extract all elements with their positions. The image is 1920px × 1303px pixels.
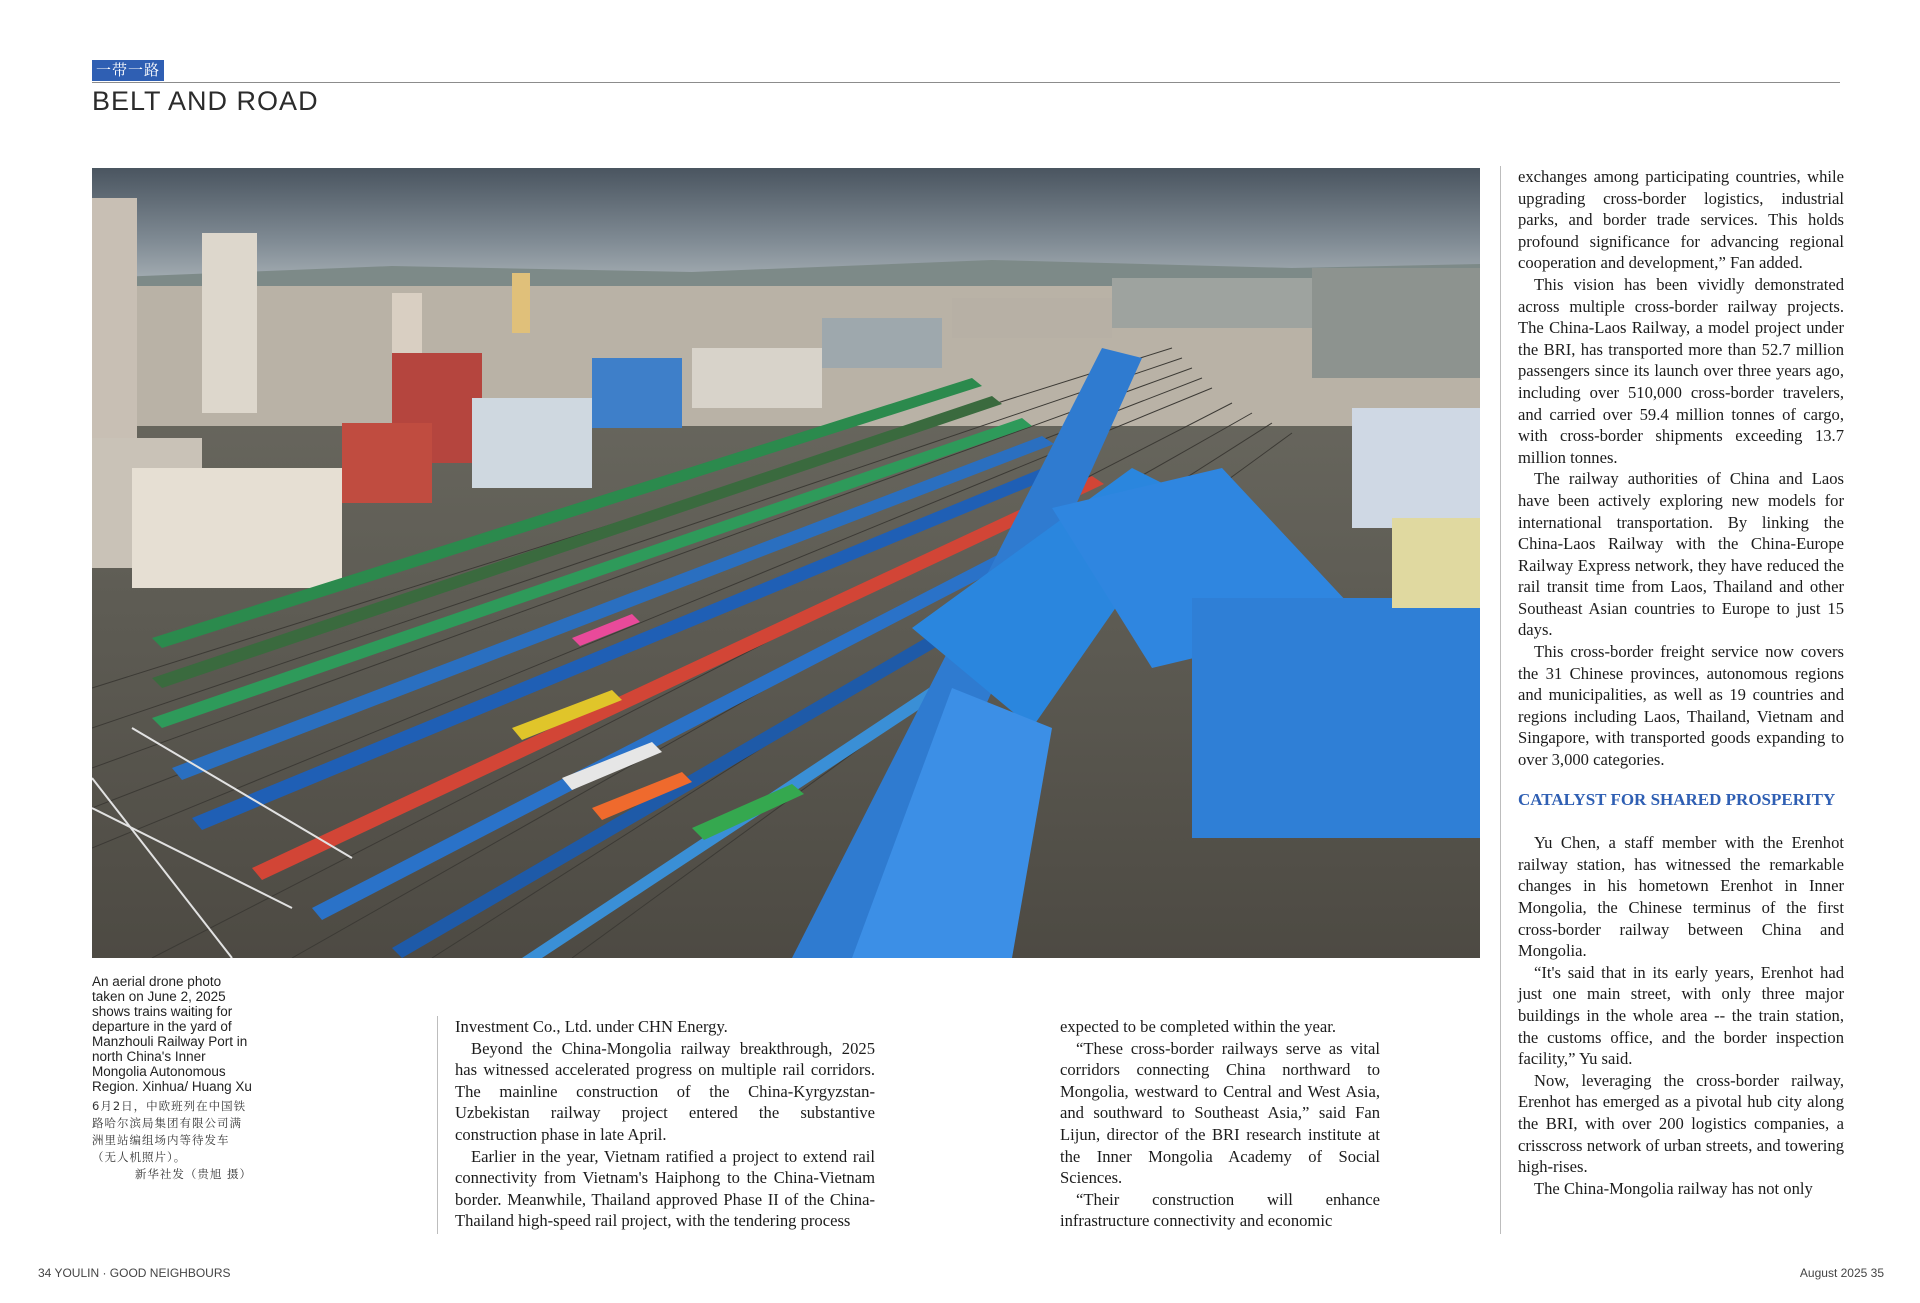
rail-yard-illustration	[92, 168, 1480, 958]
article-column-1	[455, 1016, 875, 1232]
paragraph: Beyond the China-Mongolia railway breakthrough, 2025 has witnessed accelerated progress on multiple rail corridors. The mainline construction of the China-Kyrgyzstan-Uzbekistan railway project entered the substantive construction phase in late April.	[455, 1038, 875, 1144]
paragraph: Earlier in the year, Vietnam ratified a project to extend rail connectivity from Vietnam's Haiphong to the China-Vietnam border. Meanwhile, Thailand approved Phase II of the China-Thailand high-speed rail project, with the tendering process	[455, 1146, 875, 1231]
article-column-3	[1518, 166, 1844, 1199]
column-rule-1	[437, 1016, 438, 1234]
paragraph: The railway authorities of China and Laos have been actively exploring new models for international transportation. By linking the China-Laos Railway with the China-Europe Railway Express network, they have reduced the rail transit time from Laos, Thailand and other Southeast Asian countries to Europe to just 15 days.	[1518, 469, 1844, 640]
rail-yard-photo	[92, 168, 1480, 958]
article-column-2	[1060, 1016, 1380, 1232]
paragraph: expected to be completed within the year.	[1060, 1017, 1337, 1036]
caption-zh-text: 6月2日，中欧班列在中国铁路哈尔滨局集团有限公司满洲里站编组场内等待发车（无人机照片）。	[92, 1099, 247, 1164]
paragraph: This cross-border freight service now covers the 31 Chinese provinces, autonomous regions and municipalities, as well as 19 countries and regions including Laos, Thailand, Vietnam and Singapore, with transported goods expanding to over 3,000 categories.	[1518, 642, 1844, 770]
photo-caption-zh	[92, 1098, 252, 1183]
paragraph: Now, leveraging the cross-border railway, Erenhot has emerged as a pivotal hub city along the BRI, with over 200 logistics companies, a crisscross network of urban streets, and towering high-rises.	[1518, 1070, 1844, 1177]
footer-left: 34 YOULIN · GOOD NEIGHBOURS	[38, 1266, 231, 1280]
paragraph: exchanges among participating countries, while upgrading cross-border logistics, industrial parks, and border trade services. This holds profound significance for advancing regional cooperation and development,” Fan added.	[1518, 167, 1844, 273]
caption-zh-credit: 新华社发（贵旭 摄）	[134, 1167, 252, 1181]
section-title: BELT AND ROAD	[92, 86, 319, 116]
section-tag: 一带一路	[92, 60, 164, 81]
paragraph: “Their construction will enhance infrastructure connectivity and economic	[1060, 1189, 1380, 1231]
photo-caption-en: An aerial drone photo taken on June 2, 2025 shows trains waiting for departure in the yard of Manzhouli Railway Port in north China's Inner Mongolia Autonomous Region. Xinhua/ Huang Xu	[92, 974, 252, 1094]
section-subheading: CATALYST FOR SHARED PROSPERITY	[1518, 789, 1836, 809]
paragraph: “It's said that in its early years, Erenhot had just one main street, with only three major buildings in the whole area -- the train station, the customs office, and the border inspection facility,” Yu said.	[1518, 962, 1844, 1069]
paragraph: “These cross-border railways serve as vital corridors connecting China northward to Mongolia, westward to Central and West Asia, and southward to Southeast Asia,” said Fan Lijun, director of the BRI research institute at the Inner Mongolia Academy of Social Sciences.	[1060, 1038, 1380, 1188]
column-rule-2	[1500, 166, 1501, 1234]
paragraph: This vision has been vividly demonstrated across multiple cross-border railway projects. The China-Laos Railway, a model project under the BRI, has transported more than 52.7 million passengers since its launch over three years ago, including over 510,000 cross-border travelers, and carried over 59.4 million tonnes of cargo, with cross-border shipments exceeding 13.7 million tonnes.	[1518, 274, 1844, 467]
header-rule	[92, 82, 1840, 83]
paragraph: Investment Co., Ltd. under CHN Energy.	[455, 1017, 728, 1036]
paragraph: The China-Mongolia railway has not only	[1534, 1178, 1813, 1198]
footer-right: August 2025 35	[1799, 1266, 1884, 1280]
paragraph: Yu Chen, a staff member with the Erenhot railway station, has witnessed the remarkable changes in his hometown Erenhot in Inner Mongolia, the Chinese terminus of the first cross-border railway between China and Mongolia.	[1518, 833, 1844, 961]
